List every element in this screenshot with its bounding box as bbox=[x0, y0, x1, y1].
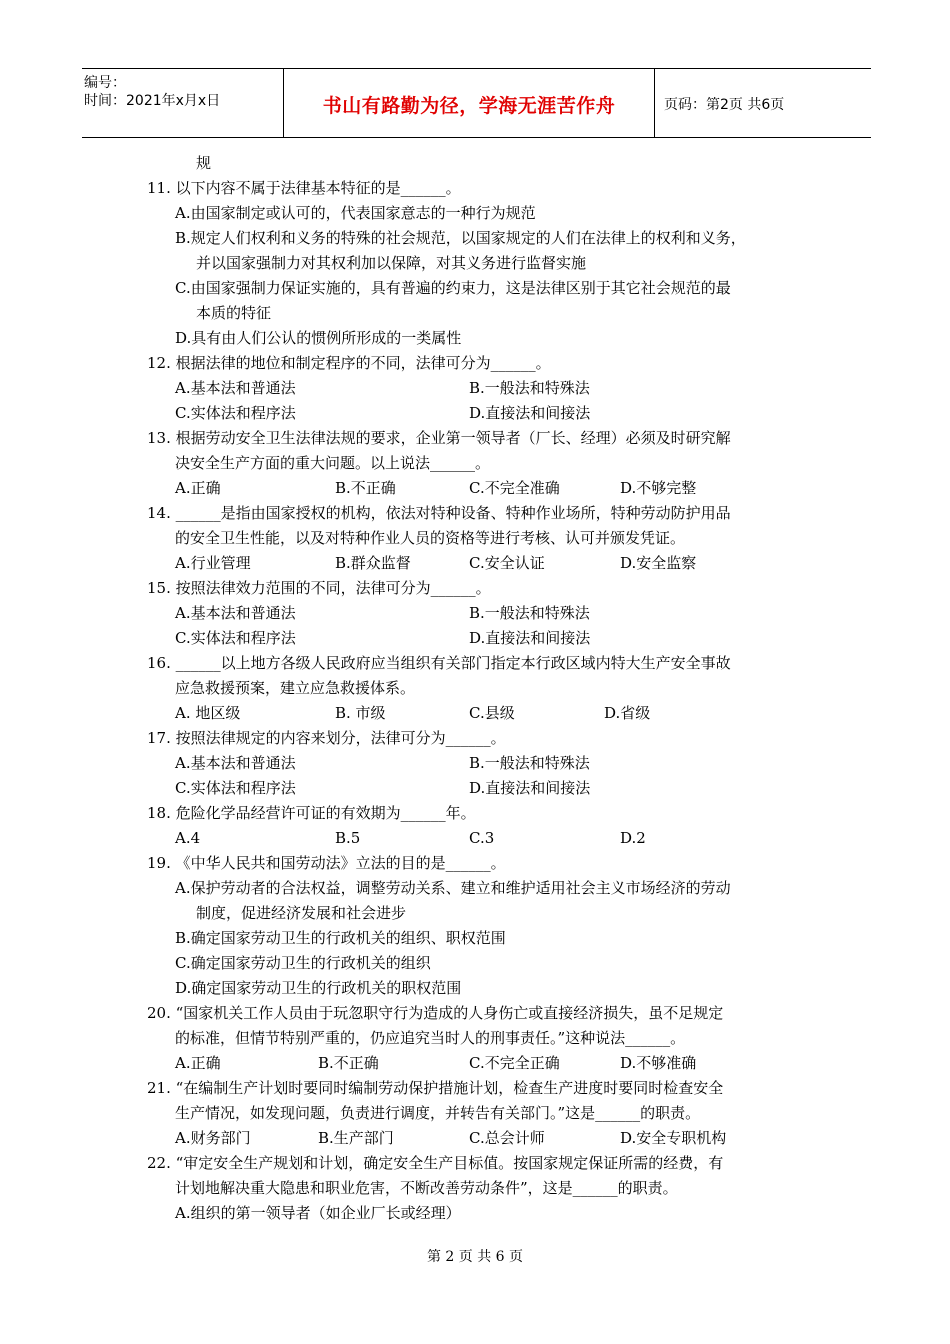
text-line: 12. 根据法律的地位和制定程序的不同，法律可分为______。 bbox=[147, 354, 551, 372]
text-line: 计划地解决重大隐患和职业危害，不断改善劳动条件”，这是______的职责。 bbox=[175, 1179, 678, 1197]
text-line: 14. ______是指由国家授权的机构，依法对特种设备、特种作业场所，特种劳动防护用品 bbox=[147, 504, 731, 522]
answer-option: A.基本法和普通法 bbox=[175, 604, 296, 622]
page-code: 页码：第2页 共6页 bbox=[664, 97, 785, 113]
answer-option: C.实体法和程序法 bbox=[175, 629, 296, 647]
text-line: 应急救援预案，建立应急救援体系。 bbox=[175, 679, 416, 697]
answer-option: C.总会计师 bbox=[469, 1129, 545, 1147]
text-line: 11. 以下内容不属于法律基本特征的是______。 bbox=[147, 179, 461, 197]
answer-option: A.4 bbox=[175, 829, 201, 847]
text-line: 生产情况，如发现问题，负责进行调度，并转告有关部门。”这是______的职责。 bbox=[175, 1104, 701, 1122]
answer-option: D.省级 bbox=[604, 704, 651, 722]
answer-option: C.3 bbox=[469, 829, 495, 847]
answer-option: B.一般法和特殊法 bbox=[469, 604, 590, 622]
answer-option: A.正确 bbox=[175, 1054, 221, 1072]
answer-option: A.正确 bbox=[175, 479, 221, 497]
text-line: C.确定国家劳动卫生的行政机关的组织 bbox=[175, 954, 431, 972]
answer-option: D.2 bbox=[620, 829, 646, 847]
text-line: 21. “在编制生产计划时要同时编制劳动保护措施计划，检查生产进度时要同时检查安全 bbox=[147, 1079, 724, 1097]
text-line: 规 bbox=[196, 154, 212, 172]
answer-option: D.安全专职机构 bbox=[620, 1129, 727, 1147]
answer-option: B. 市级 bbox=[335, 704, 386, 722]
text-line: A.组织的第一领导者（如企业厂长或经理） bbox=[175, 1204, 461, 1222]
answer-option: C.实体法和程序法 bbox=[175, 779, 296, 797]
text-line: B.确定国家劳动卫生的行政机关的组织、职权范围 bbox=[175, 929, 506, 947]
answer-option: D.不够准确 bbox=[620, 1054, 697, 1072]
answer-option: A.财务部门 bbox=[175, 1129, 251, 1147]
text-line: 的标准，但情节特别严重的，仍应追究当时人的刑事责任。”这种说法______。 bbox=[175, 1029, 686, 1047]
date-label: 时间：2021年x月x日 bbox=[84, 93, 221, 109]
text-line: 本质的特征 bbox=[196, 304, 272, 322]
answer-option: C.实体法和程序法 bbox=[175, 404, 296, 422]
answer-option: A. 地区级 bbox=[175, 704, 241, 722]
answer-option: D.直接法和间接法 bbox=[469, 779, 591, 797]
answer-option: B.不正确 bbox=[335, 479, 396, 497]
text-line: 18. 危险化学品经营许可证的有效期为______年。 bbox=[147, 804, 476, 822]
answer-option: A.基本法和普通法 bbox=[175, 379, 296, 397]
answer-option: D.直接法和间接法 bbox=[469, 629, 591, 647]
text-line: A.由国家制定或认可的，代表国家意志的一种行为规范 bbox=[175, 204, 536, 222]
text-line: 并以国家强制力对其权利加以保障，对其义务进行监督实施 bbox=[196, 254, 587, 272]
answer-option: C.安全认证 bbox=[469, 554, 545, 572]
header-left-cell bbox=[82, 69, 282, 142]
answer-option: A.基本法和普通法 bbox=[175, 754, 296, 772]
text-line: D.确定国家劳动卫生的行政机关的职权范围 bbox=[175, 979, 462, 997]
answer-option: C.县级 bbox=[469, 704, 515, 722]
header-right-cell bbox=[664, 69, 871, 137]
text-line: 15. 按照法律效力范围的不同，法律可分为______。 bbox=[147, 579, 491, 597]
page-footer: 第 2 页 共 6 页 bbox=[426, 1249, 524, 1265]
answer-option: D.不够完整 bbox=[620, 479, 697, 497]
answer-option: D.安全监察 bbox=[620, 554, 697, 572]
answer-option: D.直接法和间接法 bbox=[469, 404, 591, 422]
text-line: 16. ______以上地方各级人民政府应当组织有关部门指定本行政区域内特大生产安全事故 bbox=[147, 654, 731, 672]
header-motto-cell bbox=[283, 69, 655, 137]
text-line: A.保护劳动者的合法权益，调整劳动关系、建立和维护适用社会主义市场经济的劳动 bbox=[175, 879, 731, 897]
text-line: C.由国家强制力保证实施的，具有普遍的约束力，这是法律区别于其它社会规范的最 bbox=[175, 279, 731, 297]
text-line: 13. 根据劳动安全卫生法律法规的要求，企业第一领导者（厂长、经理）必须及时研究解 bbox=[147, 429, 731, 447]
text-line: 19. 《中华人民共和国劳动法》立法的目的是______。 bbox=[147, 854, 506, 872]
text-line: B.规定人们权利和义务的特殊的社会规范，以国家规定的人们在法律上的权利和义务， bbox=[175, 229, 746, 247]
answer-option: B.一般法和特殊法 bbox=[469, 754, 590, 772]
answer-option: B.群众监督 bbox=[335, 554, 411, 572]
text-line: 制度，促进经济发展和社会进步 bbox=[196, 904, 407, 922]
text-line: 22. “审定安全生产规划和计划，确定安全生产目标值。按国家规定保证所需的经费，有 bbox=[147, 1154, 724, 1172]
header-motto: 书山有路勤为径，学海无涯苦作舟 bbox=[322, 95, 616, 117]
answer-option: B.不正确 bbox=[318, 1054, 379, 1072]
text-line: 的安全卫生性能，以及对特种作业人员的资格等进行考核、认可并颁发凭证。 bbox=[175, 529, 686, 547]
answer-option: C.不完全准确 bbox=[469, 479, 560, 497]
text-line: 20. “国家机关工作人员由于玩忽职守行为造成的人身伤亡或直接经济损失，虽不足规定 bbox=[147, 1004, 724, 1022]
text-line: D.具有由人们公认的惯例所形成的一类属性 bbox=[175, 329, 462, 347]
text-line: 决安全生产方面的重大问题。以上说法______。 bbox=[175, 454, 491, 472]
answer-option: B.一般法和特殊法 bbox=[469, 379, 590, 397]
answer-option: C.不完全正确 bbox=[469, 1054, 560, 1072]
page-header bbox=[82, 68, 871, 138]
answer-option: B.5 bbox=[335, 829, 361, 847]
text-line: 17. 按照法律规定的内容来划分，法律可分为______。 bbox=[147, 729, 506, 747]
answer-option: A.行业管理 bbox=[175, 554, 251, 572]
answer-option: B.生产部门 bbox=[318, 1129, 394, 1147]
serial-number-label: 编号： bbox=[84, 75, 126, 91]
